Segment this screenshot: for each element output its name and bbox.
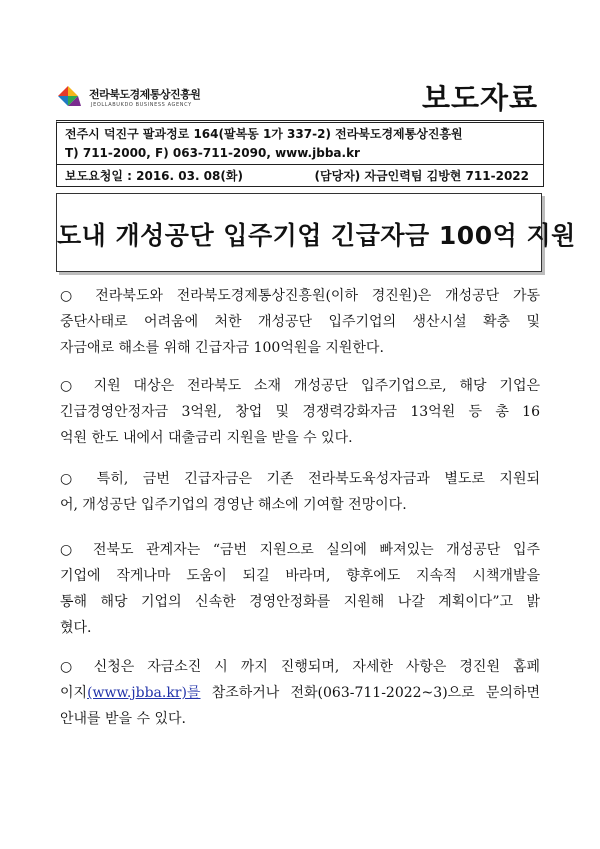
paragraph-text: 참조하거나 전화(063-711-2022~3)으로 문의하면 xyxy=(200,685,540,701)
agency-address: 전주시 덕진구 팔과정로 164(팔복동 1가 337-2) 전라북도경제통상진흥원 xyxy=(65,127,463,141)
paragraph-3 xyxy=(60,466,540,518)
paragraph-text: 이지 xyxy=(60,685,88,701)
paragraph-line: 긴급경영안정자금 3억원, 창업 및 경쟁력강화자금 13억원 등 총 16 xyxy=(60,404,540,420)
agency-logo-mark-icon xyxy=(55,82,85,112)
paragraph-line: ○ 특히, 금번 긴급자금은 기존 전라북도육성자금과 별도로 지원되 xyxy=(60,471,540,487)
document-type-title: 보도자료 xyxy=(421,81,538,115)
release-contact-person: (담당자) 자금인력팀 김방현 711-2022 xyxy=(314,169,529,183)
release-meta-row xyxy=(57,165,543,186)
paragraph-line-with-link xyxy=(60,680,540,706)
paragraph-4 xyxy=(60,537,540,641)
agency-english-name: JEOLLABUKDO BUSINESS AGENCY xyxy=(91,102,192,108)
paragraph-line: 안내를 받을 수 있다. xyxy=(60,711,186,727)
paragraph-2 xyxy=(60,373,540,451)
paragraph-line: 중단사태로 어려움에 처한 개성공단 입주기업의 생산시설 확충 및 xyxy=(60,314,540,330)
paragraph-1 xyxy=(60,283,540,361)
paragraph-line: 혔다. xyxy=(60,620,92,636)
agency-info-box xyxy=(56,120,544,187)
paragraph-line: 통해 해당 기업의 신속한 경영안정화를 지원해 나갈 계획이다”고 밝 xyxy=(60,594,540,610)
homepage-link[interactable]: (www.jbba.kr)를 xyxy=(87,685,201,701)
headline: 도내 개성공단 입주기업 긴급자금 100억 지원 xyxy=(57,221,576,250)
agency-logo xyxy=(55,80,225,118)
release-request-date: 보도요청일 : 2016. 03. 08(화) xyxy=(65,169,243,183)
paragraph-line: ○ 지원 대상은 전라북도 소재 개성공단 입주기업으로, 해당 기업은 xyxy=(60,378,540,394)
paragraph-line: 기업에 작게나마 도움이 되길 바라며, 향후에도 지속적 시책개발을 xyxy=(60,568,540,584)
paragraph-line: 자금애로 해소를 위해 긴급자금 100억원을 지원한다. xyxy=(60,340,384,356)
agency-name: 전라북도경제통상진흥원 xyxy=(89,88,201,101)
paragraph-line: ○ 전라북도와 전라북도경제통상진흥원(이하 경진원)은 개성공단 가동 xyxy=(60,288,540,304)
paragraph-5 xyxy=(60,654,540,732)
paragraph-line: 억원 한도 내에서 대출금리 지원을 받을 수 있다. xyxy=(60,430,353,446)
agency-contact-block xyxy=(57,123,543,165)
paragraph-line: 어, 개성공단 입주기업의 경영난 해소에 기여할 전망이다. xyxy=(60,497,407,513)
paragraph-line: ○ 신청은 자금소진 시 까지 진행되며, 자세한 사항은 경진원 홈페 xyxy=(60,659,540,675)
paragraph-line: ○ 전북도 관계자는 “금번 지원으로 실의에 빠져있는 개성공단 입주 xyxy=(60,542,540,558)
headline-box xyxy=(56,193,576,272)
agency-phone-fax-web: T) 711-2000, F) 063-711-2090, www.jbba.kr xyxy=(65,146,360,160)
